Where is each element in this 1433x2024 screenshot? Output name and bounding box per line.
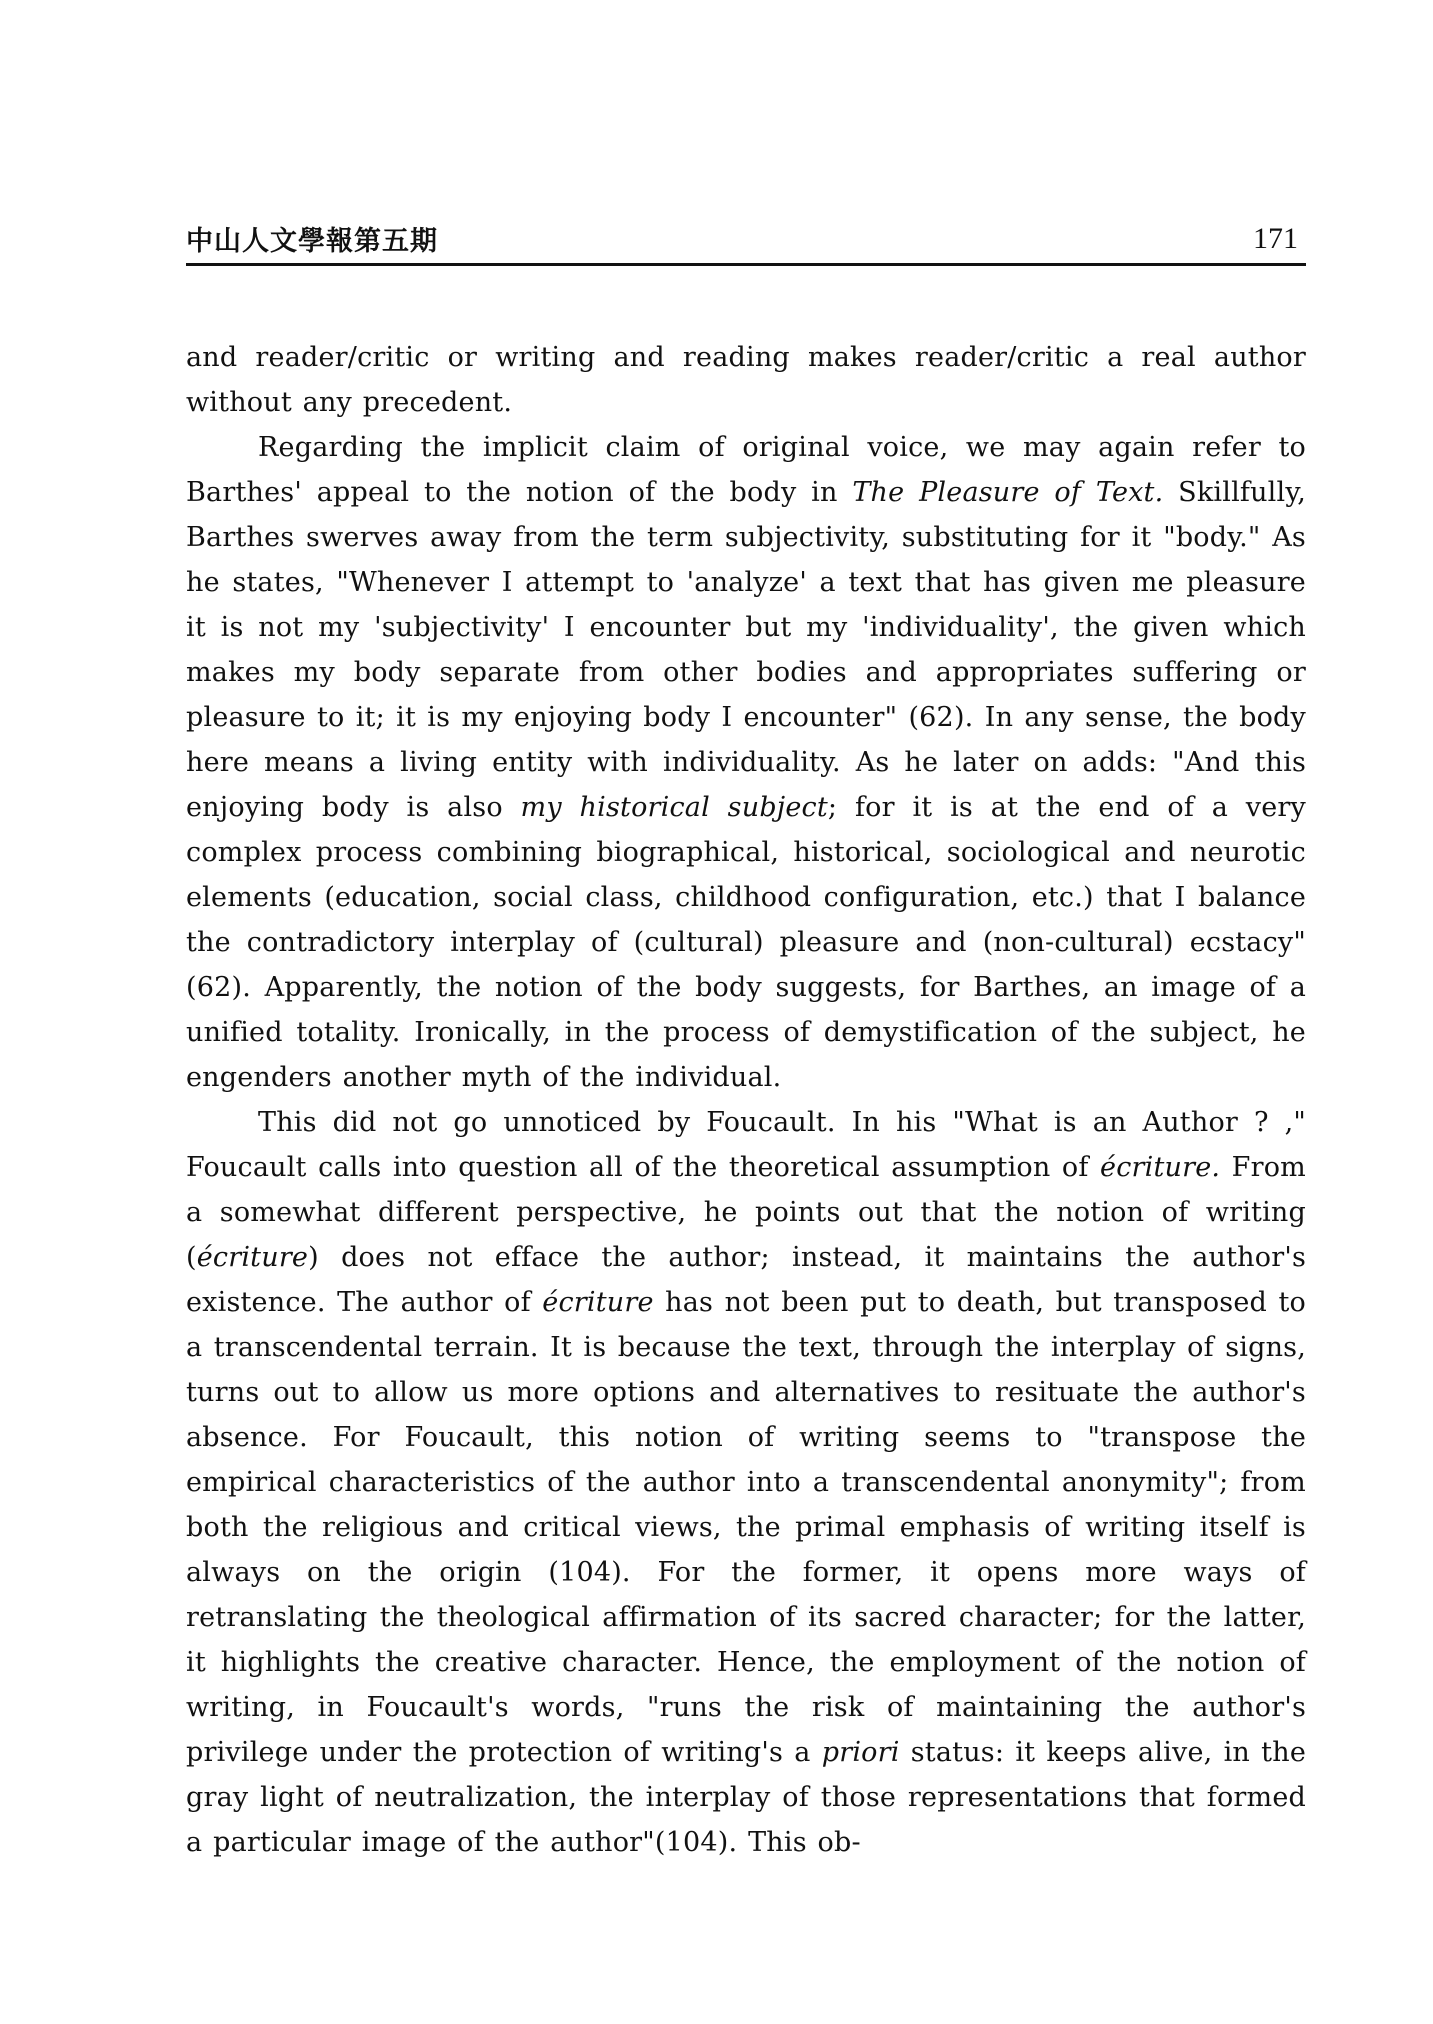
italic-text: The Pleasure of Text.: [852, 477, 1164, 508]
paragraph: [186, 335, 1306, 425]
text-run: From a somewhat different perspective, he points out that the notion of writing (: [186, 1152, 1306, 1273]
paragraph: [186, 425, 1306, 1100]
text-run: Skillfully, Barthes swerves away from the term subjectivity, substituting for it "body." As he states, "Whenever I attempt to 'analyze' a text that has given me pleasure it is not my 'subjectivity' I encounter but my 'individuality', the given which makes my body separate from other bodies and appropriates suffering or pleasure to it; it is my enjoying body I encounter" (62). In any sense, the body here means a living entity with individuality. As he later on adds: "And this enjoying body is also: [186, 477, 1307, 823]
text-run: has not been put to death, but transposed to a transcendental terrain. It is because the text, through the interplay of signs, turns out to allow us more options and alternatives to resituate the author's absence. For Foucault, this notion of writing seems to "transpose the empirical characteristics of the author into a transcendental anonymity"; from both the religious and critical views, the primal emphasis of writing itself is always on the origin (104). For the former, it opens more ways of retranslating the theological affirmation of its sacred character; for the latter, it highlights the creative character. Hence, the employment of the notion of writing, in Foucault's words, "runs the risk of maintaining the author's privilege under the protection of writing's a: [186, 1287, 1306, 1768]
header-rule: [186, 263, 1306, 266]
text-run: This did not go unnoticed by Foucault. In his "What is an Author ? ," Foucault calls into question all of the theoretical assumption of: [186, 1107, 1306, 1183]
text-run: and reader/critic or writing and reading makes reader/critic a real author without any precedent.: [186, 342, 1306, 418]
italic-text: my historical subject: [520, 792, 828, 823]
italic-text: priori: [821, 1737, 900, 1768]
text-run: Regarding the implicit claim of original voice, we may again refer to Barthes' appeal to the notion of the body in: [186, 432, 1306, 508]
journal-title: 中山人文學報第五期: [186, 226, 438, 257]
page-number: 171: [1253, 222, 1298, 255]
italic-text: écriture: [542, 1287, 654, 1318]
running-header: [186, 220, 1306, 264]
body-text: [186, 335, 1306, 1865]
text-run: status: it keeps alive, in the gray light of neutralization, the interplay of those representations that formed a particular image of the author"(104). This ob-: [186, 1737, 1306, 1858]
italic-text: écriture.: [1100, 1152, 1221, 1183]
italic-text: écriture: [196, 1242, 309, 1273]
text-run: ; for it is at the end of a very complex process combining biographical, historical, sociological and neurotic elements (education, social class, childhood configuration, etc.) that I balance the contradictory interplay of (cultural) pleasure and (non-cultural) ecstacy" (62). Apparently, the notion of the body suggests, for Barthes, an image of a unified totality. Ironically, in the process of demystification of the subject, he engenders another myth of the individual.: [186, 792, 1306, 1093]
text-run: ) does not efface the author; instead, it maintains the author's existence. The author of: [186, 1242, 1306, 1318]
paragraph: [186, 1100, 1306, 1865]
